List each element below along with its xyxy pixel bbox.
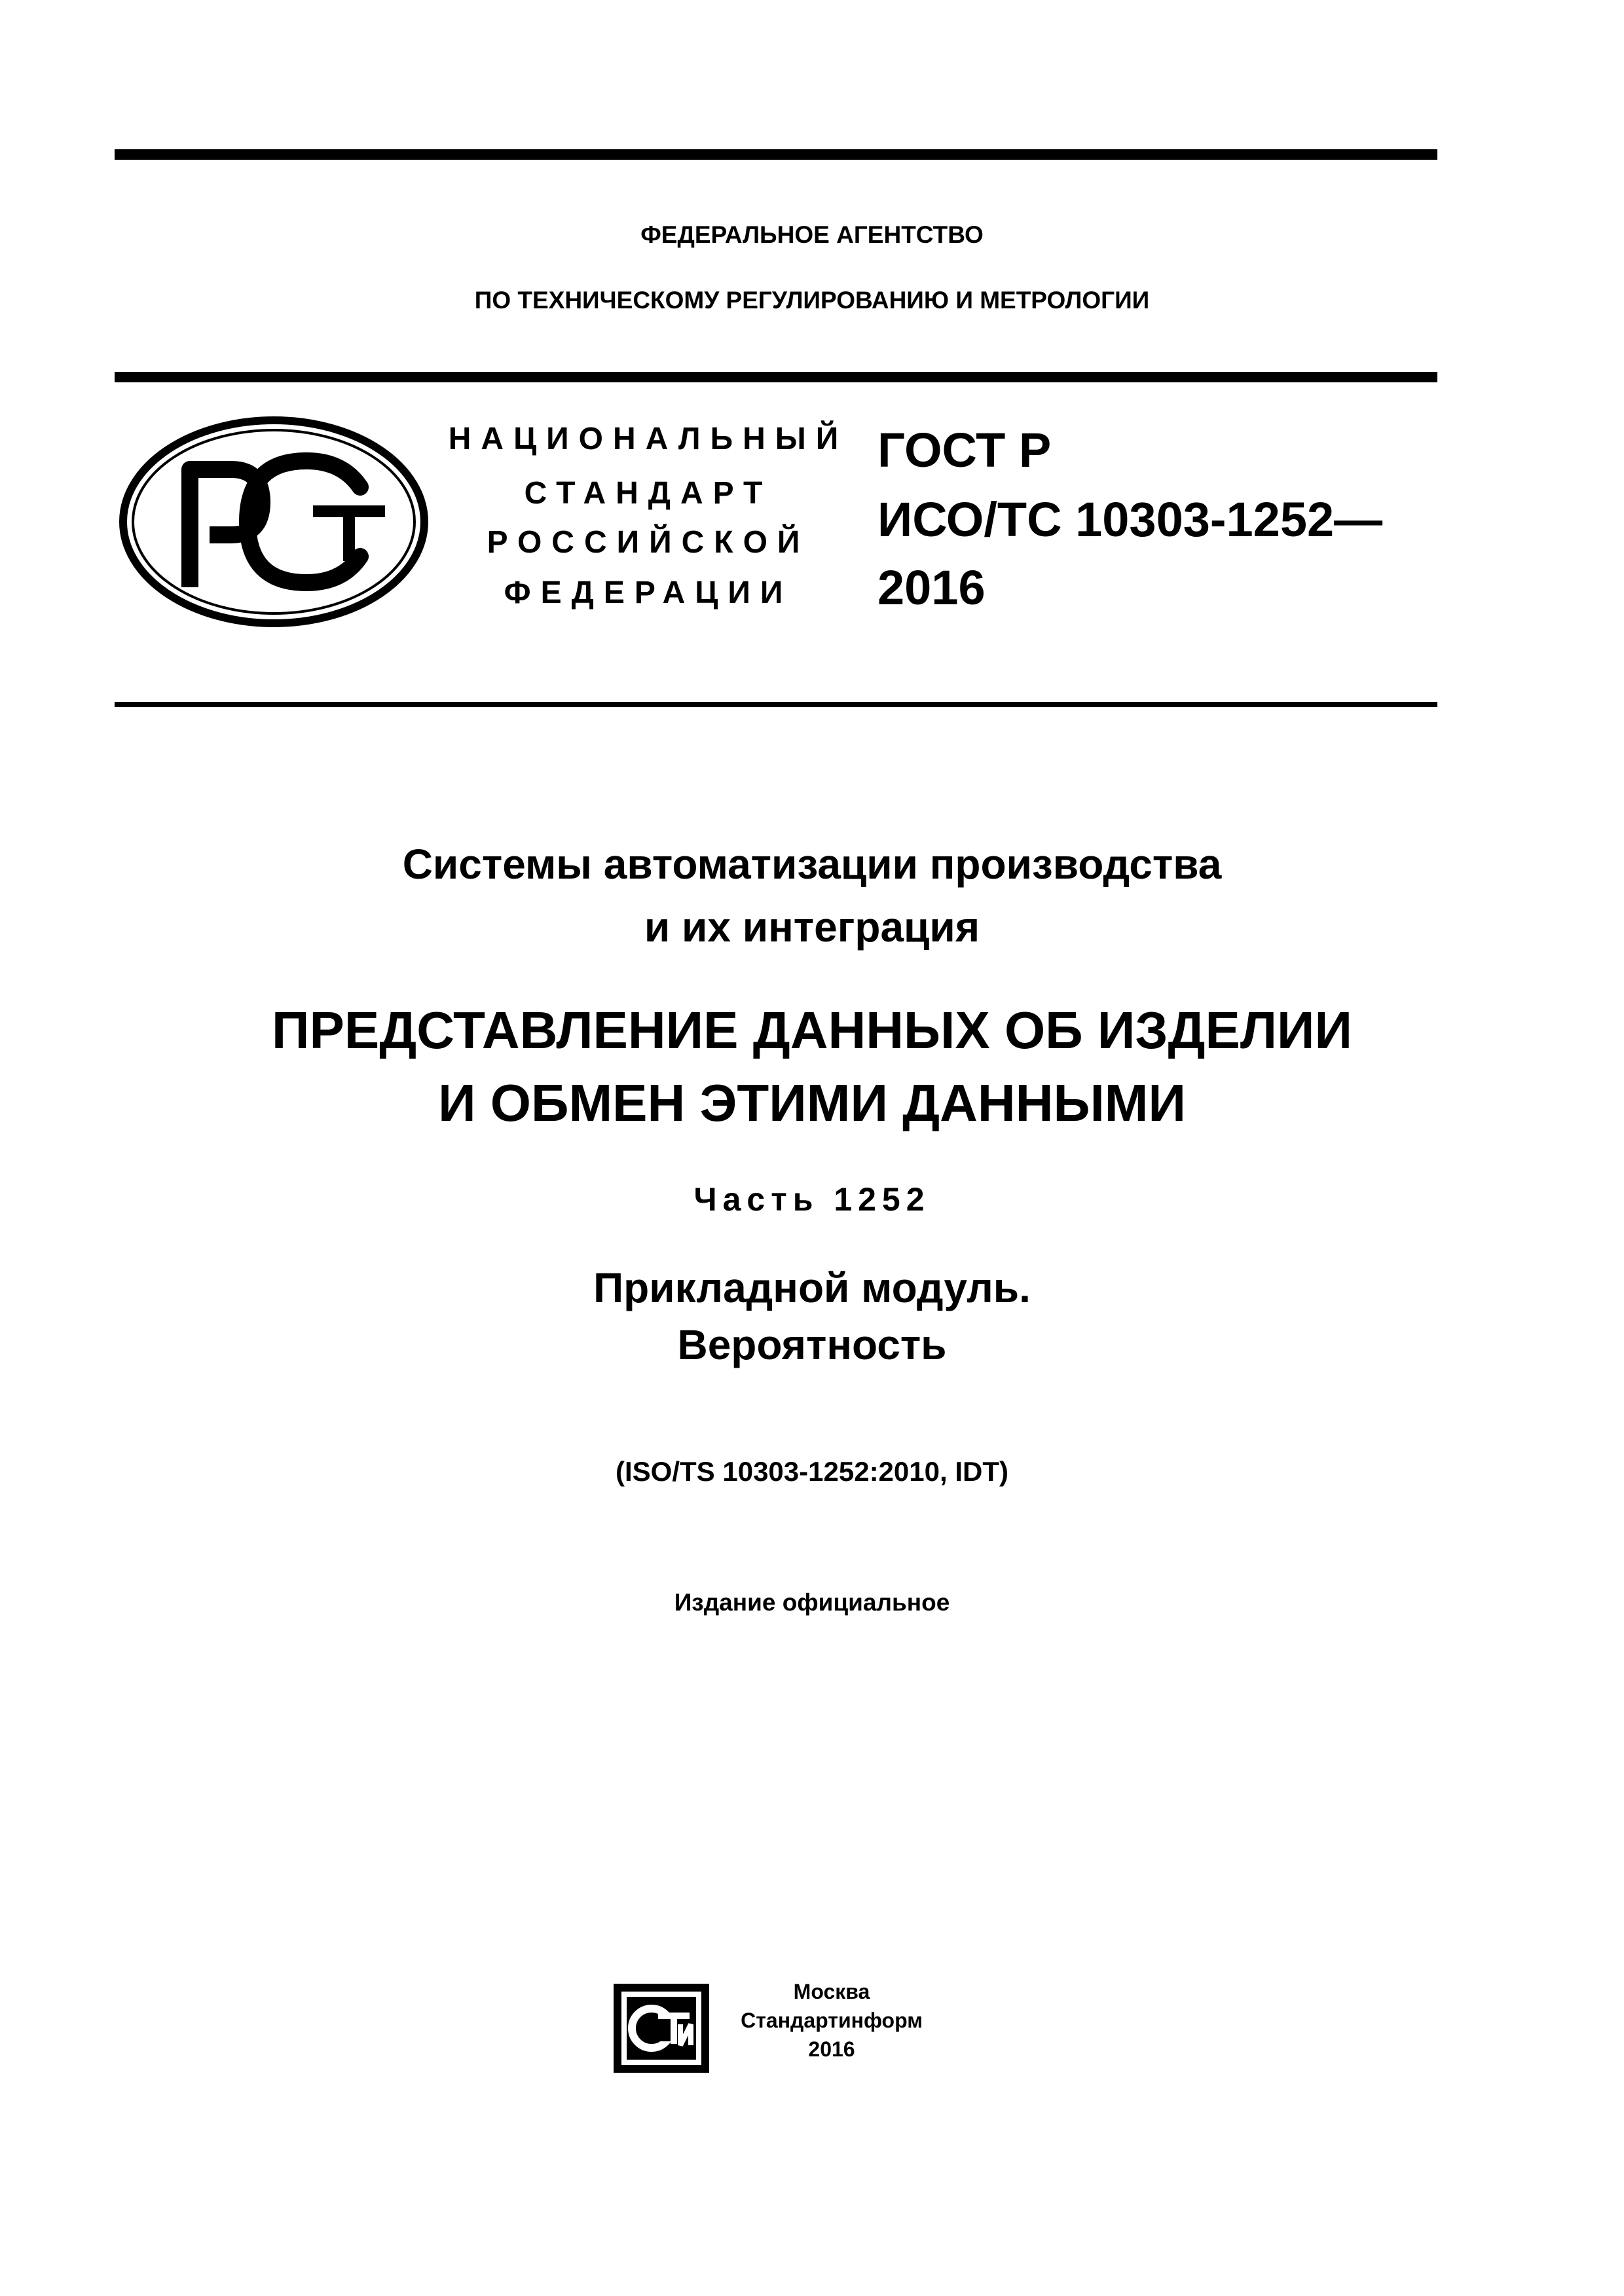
title-line-2: и их интеграция <box>644 903 980 951</box>
national-standard-line-4: ФЕДЕРАЦИИ <box>504 575 793 610</box>
agency-line-2: ПО ТЕХНИЧЕСКОМУ РЕГУЛИРОВАНИЮ И МЕТРОЛОГИИ <box>474 287 1150 314</box>
iso-reference: (ISO/TS 10303-1252:2010, IDT) <box>616 1456 1008 1487</box>
part-number: Часть 1252 <box>693 1181 931 1218</box>
main-title-line-1: ПРЕДСТАВЛЕНИЕ ДАННЫХ ОБ ИЗДЕЛИИ <box>272 1001 1352 1059</box>
publisher-city: Москва <box>793 1980 870 2003</box>
main-title-line-2: И ОБМЕН ЭТИМИ ДАННЫМИ <box>438 1074 1186 1132</box>
standard-block-rule <box>115 702 1437 707</box>
standartinform-logo-icon <box>612 1982 710 2074</box>
subtitle-line-1: Прикладной модуль. <box>593 1264 1031 1311</box>
gost-designation-line-3: 2016 <box>877 560 986 615</box>
publisher-name: Стандартинформ <box>741 2009 923 2032</box>
national-standard-line-3: РОССИЙСКОЙ <box>487 525 810 560</box>
agency-line-1: ФЕДЕРАЛЬНОЕ АГЕНТСТВО <box>640 221 984 248</box>
edition-note: Издание официальное <box>674 1589 950 1616</box>
national-standard-line-2: СТАНДАРТ <box>524 476 773 511</box>
gost-designation-line-1: ГОСТ Р <box>877 423 1052 477</box>
gost-designation-line-2: ИСО/ТС 10303-1252— <box>877 492 1383 547</box>
gost-emblem-icon <box>117 414 431 630</box>
subtitle-line-2: Вероятность <box>677 1321 947 1368</box>
top-rule <box>115 149 1437 160</box>
national-standard-line-1: НАЦИОНАЛЬНЫЙ <box>448 422 849 456</box>
title-line-1: Системы автоматизации производства <box>402 841 1222 888</box>
header-rule <box>115 372 1437 382</box>
publisher-year: 2016 <box>808 2037 855 2061</box>
